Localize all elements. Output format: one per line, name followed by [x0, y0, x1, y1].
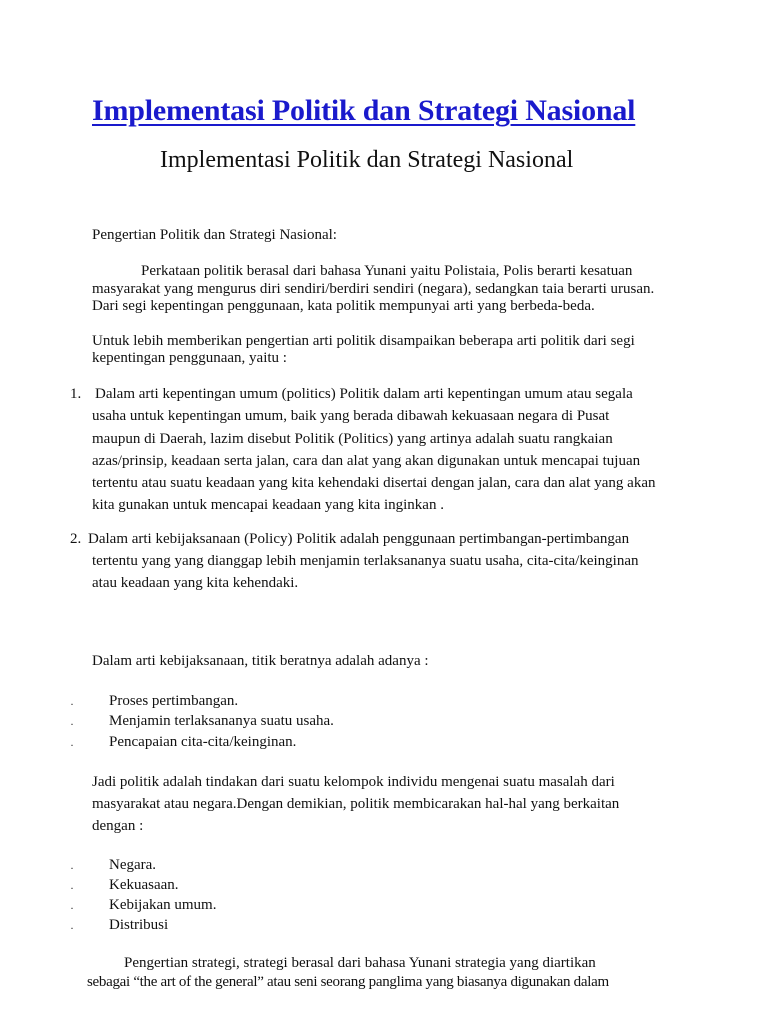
bullet-item: Menjamin terlaksananya suatu usaha.: [109, 713, 334, 729]
paragraph-line: dengan :: [92, 818, 144, 834]
bullet-item: Kebijakan umum.: [109, 897, 217, 913]
paragraph-line: Untuk lebih memberikan pengertian arti politik disampaikan beberapa arti politik dari segi: [92, 333, 635, 349]
paragraph-line: Dari segi kepentingan penggunaan, kata politik mempunyai arti yang berbeda-beda.: [92, 298, 595, 314]
bullet-icon: ·: [70, 861, 74, 875]
bullet-item: Pencapaian cita-cita/keinginan.: [109, 734, 297, 750]
paragraph-line: masyarakat atau negara.Dengan demikian, politik membicarakan hal-hal yang berkaitan: [92, 796, 620, 812]
bullet-icon: ·: [70, 881, 74, 895]
list-line: usaha untuk kepentingan umum, baik yang berada dibawah kekuasaan negara di Pusat: [92, 408, 610, 424]
list-line: kita gunakan untuk mencapai keadaan yang kita inginkan .: [92, 497, 444, 513]
paragraph-line: kepentingan penggunaan, yaitu :: [92, 350, 287, 366]
document-title-link[interactable]: Implementasi Politik dan Strategi Nasional: [92, 94, 636, 127]
paragraph-line: Pengertian strategi, strategi berasal dari bahasa Yunani strategia yang diartikan: [124, 955, 596, 971]
bullet-icon: ·: [70, 921, 74, 935]
list-line: Dalam arti kepentingan umum (politics) Politik dalam arti kepentingan umum atau segala: [95, 386, 633, 402]
bullet-icon: ·: [70, 697, 74, 711]
paragraph-line: sebagai “the art of the general” atau seni seorang panglima yang biasanya digunakan dalam: [87, 974, 609, 990]
list-number: 2.: [70, 531, 82, 547]
bullet-item: Distribusi: [109, 917, 169, 933]
list-number: 1.: [70, 386, 82, 402]
list-line: atau keadaan yang kita kehendaki.: [92, 575, 299, 591]
paragraph-line: Jadi politik adalah tindakan dari suatu kelompok individu mengenai suatu masalah dari: [92, 774, 615, 790]
list-line: tertentu atau suatu keadaan yang kita kehendaki disertai dengan jalan, cara dan alat yang akan: [92, 475, 656, 491]
list-line: maupun di Daerah, lazim disebut Politik (Politics) yang artinya adalah suatu rangkaian: [92, 431, 613, 447]
bullet-icon: ·: [70, 901, 74, 915]
list-line: Dalam arti kebijaksanaan (Policy) Politik adalah penggunaan pertimbangan-pertimbangan: [88, 531, 630, 547]
bullet-item: Proses pertimbangan.: [109, 693, 239, 709]
paragraph-line: Perkataan politik berasal dari bahasa Yunani yaitu Polistaia, Polis berarti kesatuan: [141, 263, 633, 279]
section-heading: Pengertian Politik dan Strategi Nasional:: [92, 227, 337, 243]
list-line: tertentu yang yang dianggap lebih menjamin terlaksananya suatu usaha, cita-cita/keinginan: [92, 553, 639, 569]
bullet-item: Negara.: [109, 857, 157, 873]
paragraph-line: masyarakat yang mengurus diri sendiri/berdiri sendiri (negara), sedangkan taia berarti urusan.: [92, 281, 655, 297]
document-subtitle: Implementasi Politik dan Strategi Nasional: [160, 147, 574, 173]
list-line: azas/prinsip, keadaan serta jalan, cara dan alat yang akan digunakan untuk mencapai tujuan: [92, 453, 641, 469]
policy-intro: Dalam arti kebijaksanaan, titik beratnya adalah adanya :: [92, 653, 429, 669]
bullet-icon: ·: [70, 738, 74, 752]
bullet-icon: ·: [70, 717, 74, 731]
bullet-item: Kekuasaan.: [109, 877, 179, 893]
